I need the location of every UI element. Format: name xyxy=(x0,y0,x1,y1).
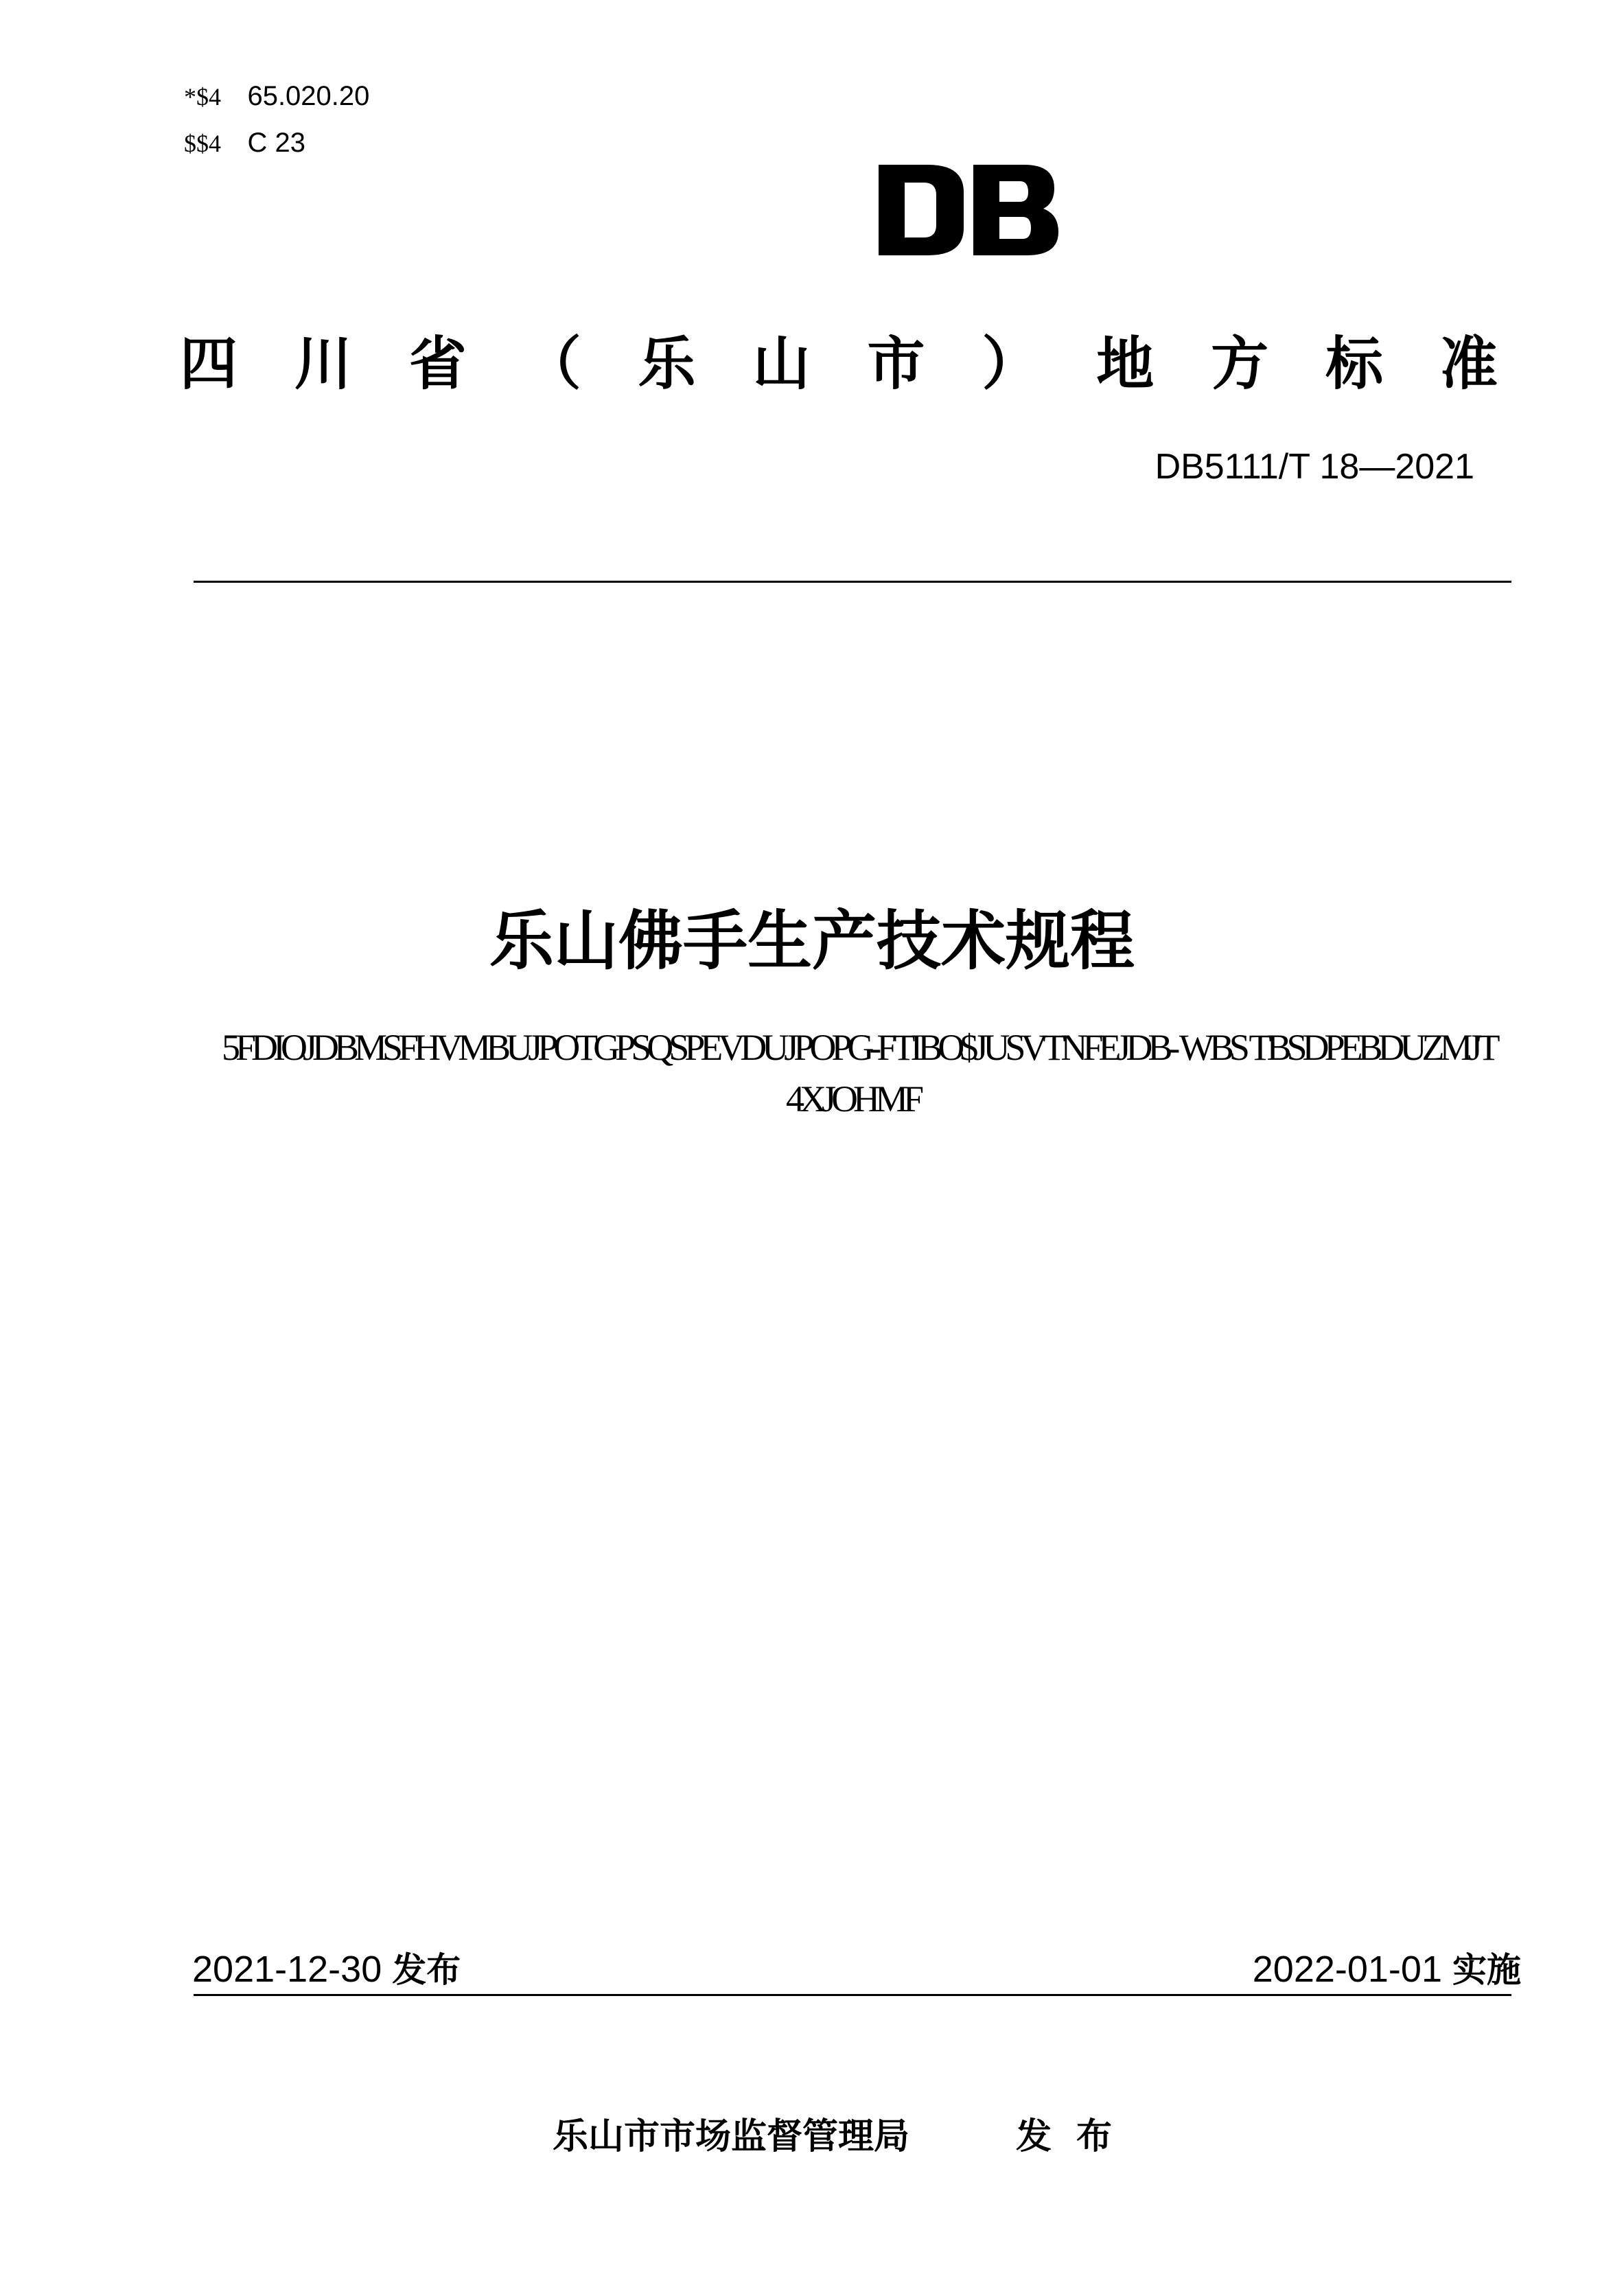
issue-date: 2021-12-30 xyxy=(192,1949,382,1990)
issuing-verb: 发布 xyxy=(1016,2116,1137,2157)
standard-type-char: 方 xyxy=(1211,329,1269,397)
ccs-value: C 23 xyxy=(247,128,305,158)
english-title-line-2: 4XJOHMF xyxy=(786,1078,920,1120)
ics-value: 65.020.20 xyxy=(247,81,370,111)
db-logo xyxy=(879,165,1058,255)
standard-type-char: 四 xyxy=(180,329,238,397)
standard-number: DB5111/T 18—2021 xyxy=(1155,447,1474,487)
english-title-line-1: 5FDIOJDBMSFHVMBUJPOTGPSQSPEVDUJPOPG-FTIBO$JUSVTNFEJDB- WBS TBSDPEBDUZMJT xyxy=(222,1027,1496,1068)
issue-date-block xyxy=(192,1943,461,1992)
standard-type-char: 川 xyxy=(294,329,352,397)
ccs-label: $$4 xyxy=(184,130,221,157)
implementation-date-block xyxy=(1253,1943,1521,1992)
issue-label: 发布 xyxy=(392,1950,461,1990)
standard-type-char: 山 xyxy=(752,329,811,397)
ics-label: *$4 xyxy=(184,83,221,111)
implementation-date: 2022-01-01 xyxy=(1252,1949,1442,1990)
standard-type-heading xyxy=(180,321,1498,397)
standard-type-char: 市 xyxy=(867,329,925,397)
implementation-label: 实施 xyxy=(1452,1950,1521,1990)
ics-code xyxy=(184,81,369,112)
standard-type-char: 准 xyxy=(1439,329,1498,397)
standard-type-char: （ xyxy=(523,329,581,397)
standard-type-char: 标 xyxy=(1325,329,1384,397)
standard-type-char: 乐 xyxy=(638,329,696,397)
footer-divider xyxy=(194,1994,1511,1996)
header-divider xyxy=(194,581,1511,583)
standard-type-char: 地 xyxy=(1096,329,1155,397)
issuing-authority: 乐山市市场监督管理局 xyxy=(553,2116,910,2157)
document-title: 乐山佛手生产技术规程 xyxy=(489,904,1135,979)
standard-type-char: ） xyxy=(982,329,1040,397)
standard-type-char: 省 xyxy=(408,329,467,397)
ccs-code xyxy=(184,128,305,159)
